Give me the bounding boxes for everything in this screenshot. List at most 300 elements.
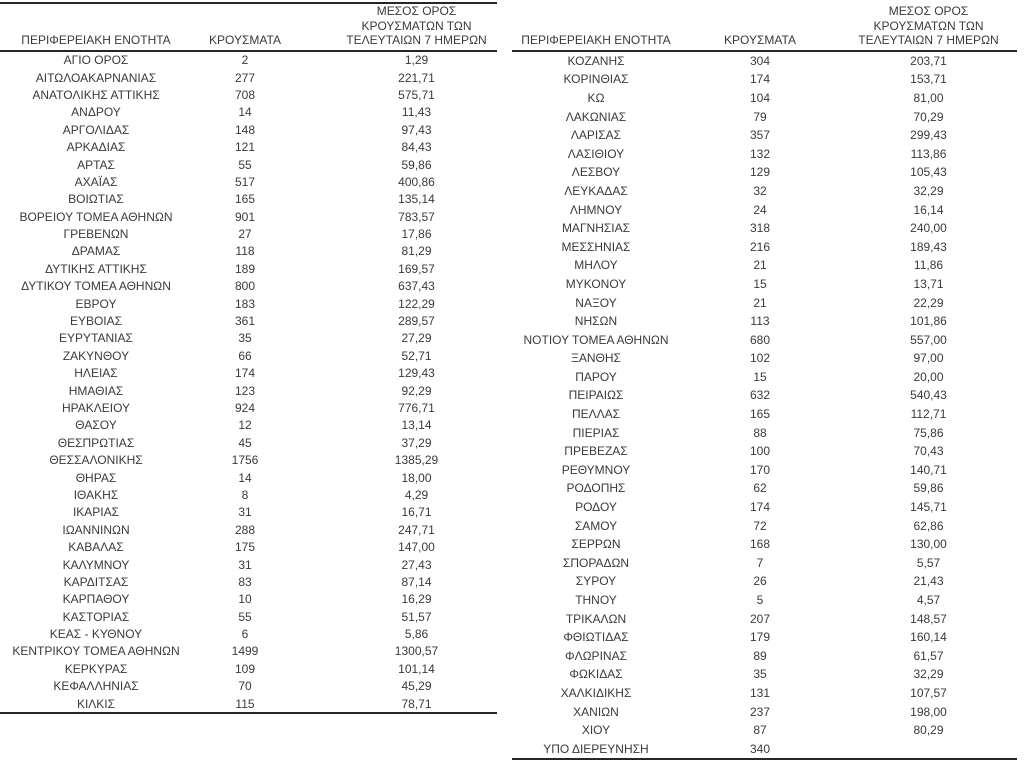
table-row [0,504,497,521]
cases-value-cell: 129 [749,165,771,180]
avg-7day-value-cell: 101,86 [910,314,947,329]
cases-value-cell: 100 [749,444,771,459]
avg-7day-value-cell: 13,14 [401,418,432,433]
avg-7day-value-cell: 289,57 [398,314,435,329]
cases-value-cell: 216 [749,239,771,254]
region-name-cell: ΑΝΔΡΟΥ [71,105,121,120]
avg-7day-value-cell: 776,71 [398,401,435,415]
avg-7day-value-cell: 160,14 [910,630,947,645]
table-row [0,695,497,713]
table-row [0,434,497,451]
avg-7day-value-cell: 52,71 [401,348,432,363]
region-name-cell: ΒΟΡΕΙΟΥ ΤΟΜΕΑ ΑΘΗΝΩΝ [19,209,173,224]
table-row [0,521,497,538]
table-row [512,591,1017,610]
avg-7day-value-cell: 122,29 [398,296,435,311]
cases-value-cell: 1499 [231,644,259,659]
cases-value-cell: 45 [238,435,252,450]
cases-value-cell: 632 [749,388,771,403]
column-header-avg-7day [840,4,1017,51]
cases-value-cell: 72 [753,518,767,533]
region-name-cell: ΚΟΖΑΝΗΣ [567,53,625,68]
avg-7day-value-cell: 13,71 [913,276,944,291]
avg-7day-value-cell: 1300,57 [394,644,439,659]
region-name-cell: ΠΡΕΒΕΖΑΣ [564,444,628,459]
table-row [512,256,1017,275]
avg-7day-value-cell: 87,14 [401,574,432,589]
avg-7day-value-cell: 112,71 [910,407,947,422]
avg-7day-value-cell: 16,29 [401,592,432,607]
region-name-cell: ΚΑΒΑΛΑΣ [68,540,124,555]
avg-7day-value-cell: 107,57 [910,685,947,700]
cases-value-cell: 89 [753,648,767,663]
region-name-cell: ΔΥΤΙΚΗΣ ΑΤΤΙΚΗΣ [45,261,147,276]
region-name-cell: ΚΕΑΣ - ΚΥΘΝΟΥ [49,627,143,642]
cases-value-cell: 55 [238,609,252,624]
table-row [512,349,1017,368]
cases-value-cell: 708 [234,87,256,102]
table-row [512,89,1017,108]
avg-7day-value-cell: 299,43 [910,128,947,143]
cases-value-cell: 165 [749,407,771,422]
column-header-avg-7day [298,3,497,51]
table-row [512,126,1017,145]
avg-7day-value-cell: 198,00 [910,704,947,719]
table-row [0,486,497,503]
region-name-cell: ΝΑΞΟΥ [575,295,617,310]
avg-7day-value-cell: 81,00 [913,90,944,105]
cases-value-cell: 174 [234,366,256,381]
region-name-cell: ΡΕΘΥΜΝΟΥ [561,462,631,477]
avg-7day-value-cell: 37,29 [401,435,432,450]
cases-value-cell: 170 [749,462,771,477]
avg-7day-value-cell: 113,86 [910,146,947,161]
avg-header-line-3: ΤΕΛΕΥΤΑΙΩΝ 7 ΗΜΕΡΩΝ [346,33,487,47]
table-row [512,479,1017,498]
region-name-cell: ΚΟΡΙΝΘΙΑΣ [563,72,629,87]
region-name-cell: ΖΑΚΥΝΘΟΥ [62,348,130,363]
table-row [0,225,497,242]
region-name-cell: ΠΕΛΛΑΣ [571,407,621,422]
avg-7day-value-cell: 240,00 [910,221,947,236]
region-name-cell: ΗΛΕΙΑΣ [74,366,118,381]
cases-value-cell: 118 [235,244,255,259]
table-row [0,243,497,260]
region-name-cell: ΡΟΔΟΥ [575,500,617,515]
cases-value-cell: 104 [749,90,771,105]
cases-value-cell: 121 [234,140,256,155]
table-row [512,237,1017,256]
region-name-cell: ΛΑΚΩΝΙΑΣ [565,109,627,124]
cases-value-cell: 66 [238,348,252,363]
table-row [0,208,497,225]
region-name-cell: ΣΕΡΡΩΝ [571,537,621,552]
avg-7day-value-cell: 11,86 [913,258,944,273]
avg-7day-value-cell: 140,71 [910,462,947,477]
cases-value-cell: 26 [753,574,767,589]
table-row [0,260,497,277]
table-row [0,643,497,660]
table-row [512,275,1017,294]
regional-cases-table-left [0,2,497,714]
column-header-region: ΠΕΡΙΦΕΡΕΙΑΚΗ ΕΝΟΤΗΤΑ [0,3,192,51]
table-row [512,182,1017,201]
table-row [512,386,1017,405]
region-name-cell: ΘΕΣΣΑΛΟΝΙΚΗΣ [49,453,143,468]
cases-value-cell: 357 [749,128,771,143]
avg-7day-value-cell: 4,57 [916,593,941,608]
cases-value-cell: 10 [238,592,252,607]
avg-7day-value-cell: 169,57 [398,261,435,276]
table-row [512,368,1017,387]
cases-value-cell: 1756 [231,453,259,468]
region-name-cell: ΡΟΔΟΠΗΣ [566,481,626,496]
region-name-cell: ΕΥΒΟΙΑΣ [69,314,123,329]
region-name-cell: ΘΑΣΟΥ [75,418,117,433]
table-row [512,330,1017,349]
table-row [512,554,1017,573]
avg-7day-value-cell: 22,29 [913,295,944,310]
region-name-cell: ΔΡΑΜΑΣ [71,244,121,259]
avg-7day-value-cell: 129,43 [398,366,435,381]
avg-header-line-2: ΚΡΟΥΣΜΑΤΩΝ ΤΩΝ [361,18,472,33]
cases-value-cell: 15 [753,369,767,384]
table-row [512,721,1017,740]
cases-value-cell: 174 [749,72,771,87]
avg-header-line-3: ΤΕΛΕΥΤΑΙΩΝ 7 ΗΜΕΡΩΝ [858,33,999,47]
avg-7day-value-cell: 84,43 [401,140,432,155]
cases-value-cell: 340 [749,741,771,756]
table-row [512,647,1017,666]
cases-value-cell: 55 [238,157,252,172]
table-row [512,144,1017,163]
region-name-cell: ΥΠΟ ΔΙΕΡΕΥΝΗΣΗ [543,741,649,756]
avg-7day-value-cell: 203,71 [910,53,947,68]
cases-value-cell: 31 [238,557,252,572]
table-row [0,173,497,190]
cases-value-cell: 361 [234,314,256,329]
cases-value-cell: 517 [234,174,256,189]
region-name-cell: ΒΟΙΩΤΙΑΣ [68,192,124,207]
region-name-cell: ΑΝΑΤΟΛΙΚΗΣ ΑΤΤΙΚΗΣ [32,87,160,102]
cases-value-cell: 189 [234,261,256,276]
table-row [0,104,497,121]
table-row [0,591,497,608]
avg-7day-value-cell: 92,29 [401,383,432,398]
region-name-cell: ΕΒΡΟΥ [75,296,117,311]
table-row [512,739,1017,759]
table-row [512,163,1017,182]
region-name-cell: ΦΘΙΩΤΙΔΑΣ [563,630,629,645]
avg-7day-value-cell: 97,43 [401,122,432,137]
table-row [512,665,1017,684]
avg-7day-value-cell: 20,00 [913,369,944,384]
table-row [0,469,497,486]
table-row [512,219,1017,238]
avg-7day-value-cell: 59,86 [913,481,944,496]
avg-7day-value-cell: 101,14 [398,661,435,676]
avg-header-line-1: ΜΕΣΟΣ ΟΡΟΣ [888,4,969,18]
avg-7day-value-cell: 135,14 [398,192,435,207]
region-name-cell: ΑΡΓΟΛΙΔΑΣ [62,122,130,137]
region-name-cell: ΠΕΙΡΑΙΩΣ [568,388,624,403]
avg-7day-value-cell: 247,71 [398,522,435,537]
cases-value-cell: 88 [753,425,767,440]
avg-header-line-1: ΜΕΣΟΣ ΟΡΟΣ [376,4,457,18]
region-name-cell: ΑΓΙΟ ΟΡΟΣ [63,53,129,68]
avg-7day-value-cell: 32,29 [913,183,944,198]
avg-7day-value-cell: 21,43 [913,574,944,589]
region-name-cell: ΝΟΤΙΟΥ ΤΟΜΕΑ ΑΘΗΝΩΝ [523,332,669,347]
cases-value-cell: 70 [238,679,252,694]
region-name-cell: ΛΑΣΙΘΙΟΥ [567,146,625,161]
avg-7day-value-cell: 557,00 [910,332,947,347]
avg-7day-value-cell: 59,86 [401,157,432,172]
avg-7day-value-cell: 16,14 [913,202,944,217]
table-row [0,678,497,695]
region-name-cell: ΓΡΕΒΕΝΩΝ [63,227,129,242]
avg-header-line-2: ΚΡΟΥΣΜΑΤΩΝ ΤΩΝ [873,18,984,33]
cases-value-cell: 102 [749,351,771,366]
table-header-row-left [0,3,497,51]
avg-7day-value-cell: 51,57 [401,609,432,624]
cases-value-cell: 83 [238,574,252,589]
region-name-cell: ΛΗΜΝΟΥ [569,202,623,217]
cases-value-cell: 123 [234,383,256,398]
table-row [0,312,497,329]
cases-value-cell: 62 [753,481,767,496]
region-name-cell: ΣΑΜΟΥ [574,518,618,533]
region-name-cell: ΠΙΕΡΙΑΣ [572,425,620,440]
cases-value-cell: 800 [234,279,256,294]
cases-value-cell: 2 [241,53,249,68]
cases-value-cell: 31 [238,505,252,520]
avg-7day-value-cell: 78,71 [401,696,432,711]
avg-7day-value-cell: 637,43 [398,279,435,294]
table-row [512,498,1017,517]
table-row [512,70,1017,89]
avg-7day-value-cell: 17,86 [401,227,432,242]
cases-value-cell: 35 [238,331,252,346]
avg-7day-value-cell: 130,00 [910,537,947,552]
region-name-cell: ΑΡΚΑΔΙΑΣ [66,140,126,155]
avg-7day-value-cell: 5,86 [404,627,429,642]
region-name-cell: ΦΛΩΡΙΝΑΣ [565,648,627,663]
avg-7day-value-cell: 16,71 [401,505,432,520]
cases-value-cell: 14 [238,470,252,485]
cases-value-cell: 24 [753,202,767,217]
table-header-row-right [512,4,1017,51]
avg-7day-value-cell: 81,29 [401,244,432,259]
avg-7day-value-cell: 783,57 [398,209,435,224]
cases-value-cell: 131 [749,685,771,700]
region-name-cell: ΜΗΛΟΥ [574,258,618,273]
cases-value-cell: 183 [234,296,256,311]
region-name-cell: ΤΡΙΚΑΛΩΝ [565,611,627,626]
avg-7day-value-cell: 70,43 [913,444,944,459]
column-header-cases: ΚΡΟΥΣΜΑΤΑ [680,4,840,51]
region-name-cell: ΜΕΣΣΗΝΙΑΣ [561,239,631,254]
cases-value-cell: 175 [234,540,256,555]
region-name-cell: ΚΕΦΑΛΛΗΝΙΑΣ [53,679,139,694]
avg-7day-value-cell: 189,43 [910,239,947,254]
avg-7day-value-cell: 4,29 [404,487,429,502]
table-row [512,516,1017,535]
cases-value-cell: 680 [749,332,771,347]
avg-7day-value-cell: 62,86 [913,518,944,533]
region-name-cell: ΠΑΡΟΥ [575,369,617,384]
region-name-cell: ΗΡΑΚΛΕΙΟΥ [61,401,131,415]
table-row [0,382,497,399]
avg-7day-value-cell: 80,29 [913,723,944,738]
region-name-cell: ΞΑΝΘΗΣ [571,351,621,366]
table-row [0,295,497,312]
region-name-cell: ΚΕΡΚΥΡΑΣ [64,661,128,676]
cases-value-cell: 21 [753,295,767,310]
avg-7day-value-cell [840,739,1017,759]
region-name-cell: ΧΑΝΙΩΝ [573,704,619,719]
region-name-cell: ΗΜΑΘΙΑΣ [68,383,124,398]
avg-7day-value-cell: 153,71 [910,72,947,87]
avg-7day-value-cell: 11,43 [401,105,432,120]
column-header-region: ΠΕΡΙΦΕΡΕΙΑΚΗ ΕΝΟΤΗΤΑ [512,4,680,51]
cases-value-cell: 14 [238,105,252,120]
table-row [512,312,1017,331]
table-row [0,660,497,677]
table-body-left [0,51,497,714]
region-name-cell: ΑΡΤΑΣ [77,157,115,172]
region-name-cell: ΚΩ [587,90,605,105]
avg-7day-value-cell: 5,57 [916,555,941,570]
region-name-cell: ΝΗΣΩΝ [574,314,618,329]
table-row [512,423,1017,442]
table-row [0,156,497,173]
table-row [512,609,1017,628]
cases-value-cell: 148 [234,122,256,137]
cases-value-cell: 132 [749,146,771,161]
table-row [0,51,497,69]
avg-7day-value-cell: 147,00 [398,540,435,555]
cases-value-cell: 6 [241,627,249,642]
cases-value-cell: 8 [241,487,249,502]
regional-cases-table-right [512,4,1017,760]
cases-value-cell: 174 [749,500,771,515]
table-row [0,121,497,138]
region-name-cell: ΚΑΡΔΙΤΣΑΣ [63,574,129,589]
cases-value-cell: 5 [756,593,764,608]
table-row [512,461,1017,480]
avg-7day-value-cell: 540,43 [910,388,947,403]
cases-value-cell: 207 [749,611,771,626]
region-name-cell: ΑΙΤΩΛΟΑΚΑΡΝΑΝΙΑΣ [35,70,157,85]
cases-value-cell: 288 [234,522,256,537]
avg-7day-value-cell: 105,43 [910,165,947,180]
avg-7day-value-cell: 18,00 [401,470,432,485]
table-row [0,86,497,103]
avg-7day-value-cell: 27,29 [401,331,432,346]
table-row [0,69,497,86]
cases-value-cell: 109 [234,661,256,676]
cases-value-cell: 15 [753,276,767,291]
table-row [512,702,1017,721]
region-name-cell: ΙΘΑΚΗΣ [73,487,119,502]
cases-value-cell: 179 [749,630,771,645]
table-row [512,442,1017,461]
table-row [512,684,1017,703]
region-name-cell: ΚΕΝΤΡΙΚΟΥ ΤΟΜΕΑ ΑΘΗΝΩΝ [12,644,180,659]
region-name-cell: ΑΧΑΪΑΣ [74,174,118,189]
table-row [512,572,1017,591]
cases-value-cell: 32 [753,183,767,198]
region-name-cell: ΤΗΝΟΥ [575,593,617,608]
cases-value-cell: 115 [235,696,255,711]
avg-7day-value-cell: 221,71 [398,70,435,85]
table-row [0,625,497,642]
table-row [512,628,1017,647]
cases-value-cell: 168 [749,537,771,552]
region-name-cell: ΣΠΟΡΑΔΩΝ [562,555,630,570]
table-row [0,573,497,590]
cases-value-cell: 318 [749,221,771,236]
avg-7day-value-cell: 61,57 [913,648,944,663]
cases-value-cell: 277 [234,70,256,85]
cases-value-cell: 21 [753,258,767,273]
table-row [0,608,497,625]
table-row [0,538,497,555]
column-header-cases: ΚΡΟΥΣΜΑΤΑ [192,3,298,51]
region-name-cell: ΚΑΡΠΑΘΟΥ [62,592,130,607]
table-body-right [512,51,1017,760]
table-row [0,417,497,434]
table-row [0,347,497,364]
region-name-cell: ΚΑΣΤΟΡΙΑΣ [62,609,130,624]
cases-value-cell: 79 [753,109,767,124]
region-name-cell: ΦΩΚΙΔΑΣ [569,667,623,682]
cases-value-cell: 7 [756,555,764,570]
table-row [512,51,1017,71]
avg-7day-value-cell: 97,00 [913,351,944,366]
region-name-cell: ΙΚΑΡΙΑΣ [72,505,120,520]
cases-value-cell: 901 [234,209,256,224]
region-name-cell: ΔΥΤΙΚΟΥ ΤΟΜΕΑ ΑΘΗΝΩΝ [21,279,171,294]
avg-7day-value-cell: 148,57 [910,611,947,626]
region-name-cell: ΘΗΡΑΣ [75,470,117,485]
cases-value-cell: 87 [753,723,767,738]
region-name-cell: ΛΕΣΒΟΥ [571,165,621,180]
cases-value-cell: 35 [753,667,767,682]
region-name-cell: ΕΥΡΥΤΑΝΙΑΣ [59,331,133,346]
cases-value-cell: 113 [750,314,770,329]
region-name-cell: ΛΕΥΚΑΔΑΣ [564,183,628,198]
region-name-cell: ΜΑΓΝΗΣΙΑΣ [561,221,631,236]
cases-value-cell: 27 [238,227,252,242]
table-row [512,405,1017,424]
avg-7day-value-cell: 27,43 [401,557,432,572]
cases-value-cell: 165 [234,192,256,207]
avg-7day-value-cell: 75,86 [913,425,944,440]
cases-value-cell: 924 [234,401,256,415]
table-row [0,399,497,416]
table-row [0,278,497,295]
cases-value-cell: 12 [238,418,252,433]
table-row [512,535,1017,554]
cases-value-cell: 237 [749,704,771,719]
avg-7day-value-cell: 400,86 [398,174,435,189]
region-name-cell: ΚΙΛΚΙΣ [76,696,116,711]
table-row [0,556,497,573]
region-name-cell: ΘΕΣΠΡΩΤΙΑΣ [57,435,135,450]
region-name-cell: ΣΥΡΟΥ [575,574,617,589]
